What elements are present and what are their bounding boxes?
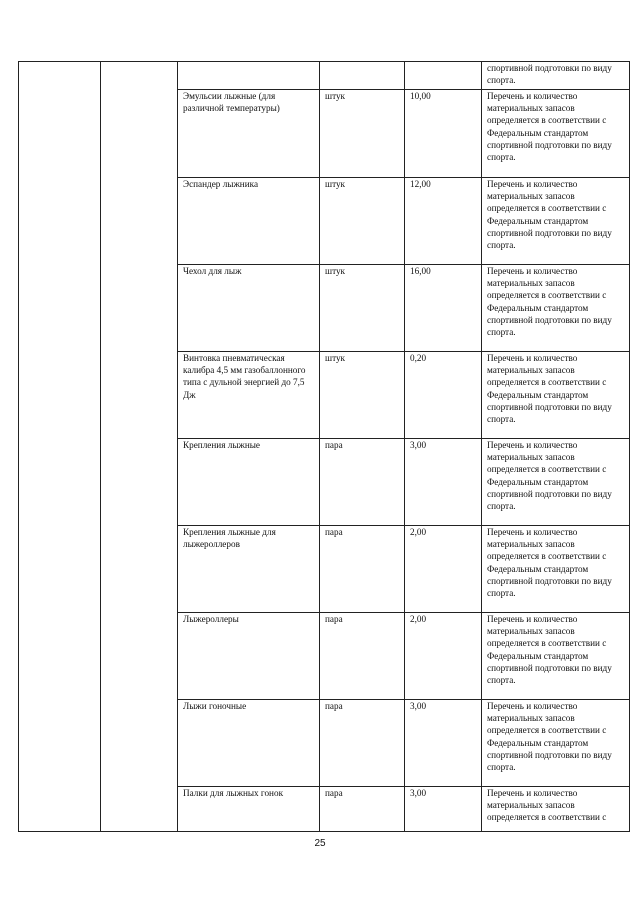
cell-unit: пара <box>320 613 405 700</box>
table-row-continued <box>19 62 630 90</box>
cell-unit <box>320 62 405 90</box>
cell-name: Палки для лыжных гонок <box>178 787 320 832</box>
cell-unit: пара <box>320 700 405 787</box>
cell-unit: штук <box>320 178 405 265</box>
cell-name: Винтовка пневматическая калибра 4,5 мм газобаллонного типа с дульной энергией до 7,5 Дж <box>178 352 320 439</box>
cell-note: Перечень и количество материальных запасов определяется в соответствии с Федеральным стандартом спортивной подготовки по виду спорта. <box>482 700 630 787</box>
cell-name: Лыжи гоночные <box>178 700 320 787</box>
equipment-table <box>18 61 630 832</box>
cell-name: Крепления лыжные для лыжероллеров <box>178 526 320 613</box>
cell-qty: 2,00 <box>405 526 482 613</box>
cell-name: Крепления лыжные <box>178 439 320 526</box>
cell-note: Перечень и количество материальных запасов определяется в соответствии с Федеральным стандартом спортивной подготовки по виду спорта. <box>482 352 630 439</box>
cell-note: Перечень и количество материальных запасов определяется в соответствии с Федеральным стандартом спортивной подготовки по виду спорта. <box>482 90 630 178</box>
cell-note: Перечень и количество материальных запасов определяется в соответствии с Федеральным стандартом спортивной подготовки по виду спорта. <box>482 265 630 352</box>
cell-note: Перечень и количество материальных запасов определяется в соответствии с Федеральным стандартом спортивной подготовки по виду спорта. <box>482 178 630 265</box>
cell-qty: 16,00 <box>405 265 482 352</box>
cell-note: Перечень и количество материальных запасов определяется в соответствии с <box>482 787 630 832</box>
cell-name: Эспандер лыжника <box>178 178 320 265</box>
cell-qty: 2,00 <box>405 613 482 700</box>
cell-unit: пара <box>320 439 405 526</box>
cell-note: спортивной подготовки по виду спорта. <box>482 62 630 90</box>
cell-qty: 3,00 <box>405 700 482 787</box>
cell-qty: 0,20 <box>405 352 482 439</box>
cell-qty: 10,00 <box>405 90 482 178</box>
cell-unit: штук <box>320 352 405 439</box>
cell-note: Перечень и количество материальных запасов определяется в соответствии с Федеральным стандартом спортивной подготовки по виду спорта. <box>482 526 630 613</box>
page-number: 25 <box>314 838 326 849</box>
cell-name: Лыжероллеры <box>178 613 320 700</box>
merged-cell-col1 <box>19 62 101 832</box>
cell-name: Чехол для лыж <box>178 265 320 352</box>
cell-qty: 3,00 <box>405 787 482 832</box>
cell-unit: пара <box>320 526 405 613</box>
cell-qty: 12,00 <box>405 178 482 265</box>
cell-name <box>178 62 320 90</box>
equipment-table-body <box>19 62 630 832</box>
cell-note: Перечень и количество материальных запасов определяется в соответствии с Федеральным стандартом спортивной подготовки по виду спорта. <box>482 439 630 526</box>
cell-name: Эмульсии лыжные (для различной температуры) <box>178 90 320 178</box>
cell-unit: штук <box>320 90 405 178</box>
cell-unit: штук <box>320 265 405 352</box>
cell-note: Перечень и количество материальных запасов определяется в соответствии с Федеральным стандартом спортивной подготовки по виду спорта. <box>482 613 630 700</box>
cell-qty <box>405 62 482 90</box>
cell-qty: 3,00 <box>405 439 482 526</box>
merged-cell-col2 <box>101 62 178 832</box>
cell-unit: пара <box>320 787 405 832</box>
